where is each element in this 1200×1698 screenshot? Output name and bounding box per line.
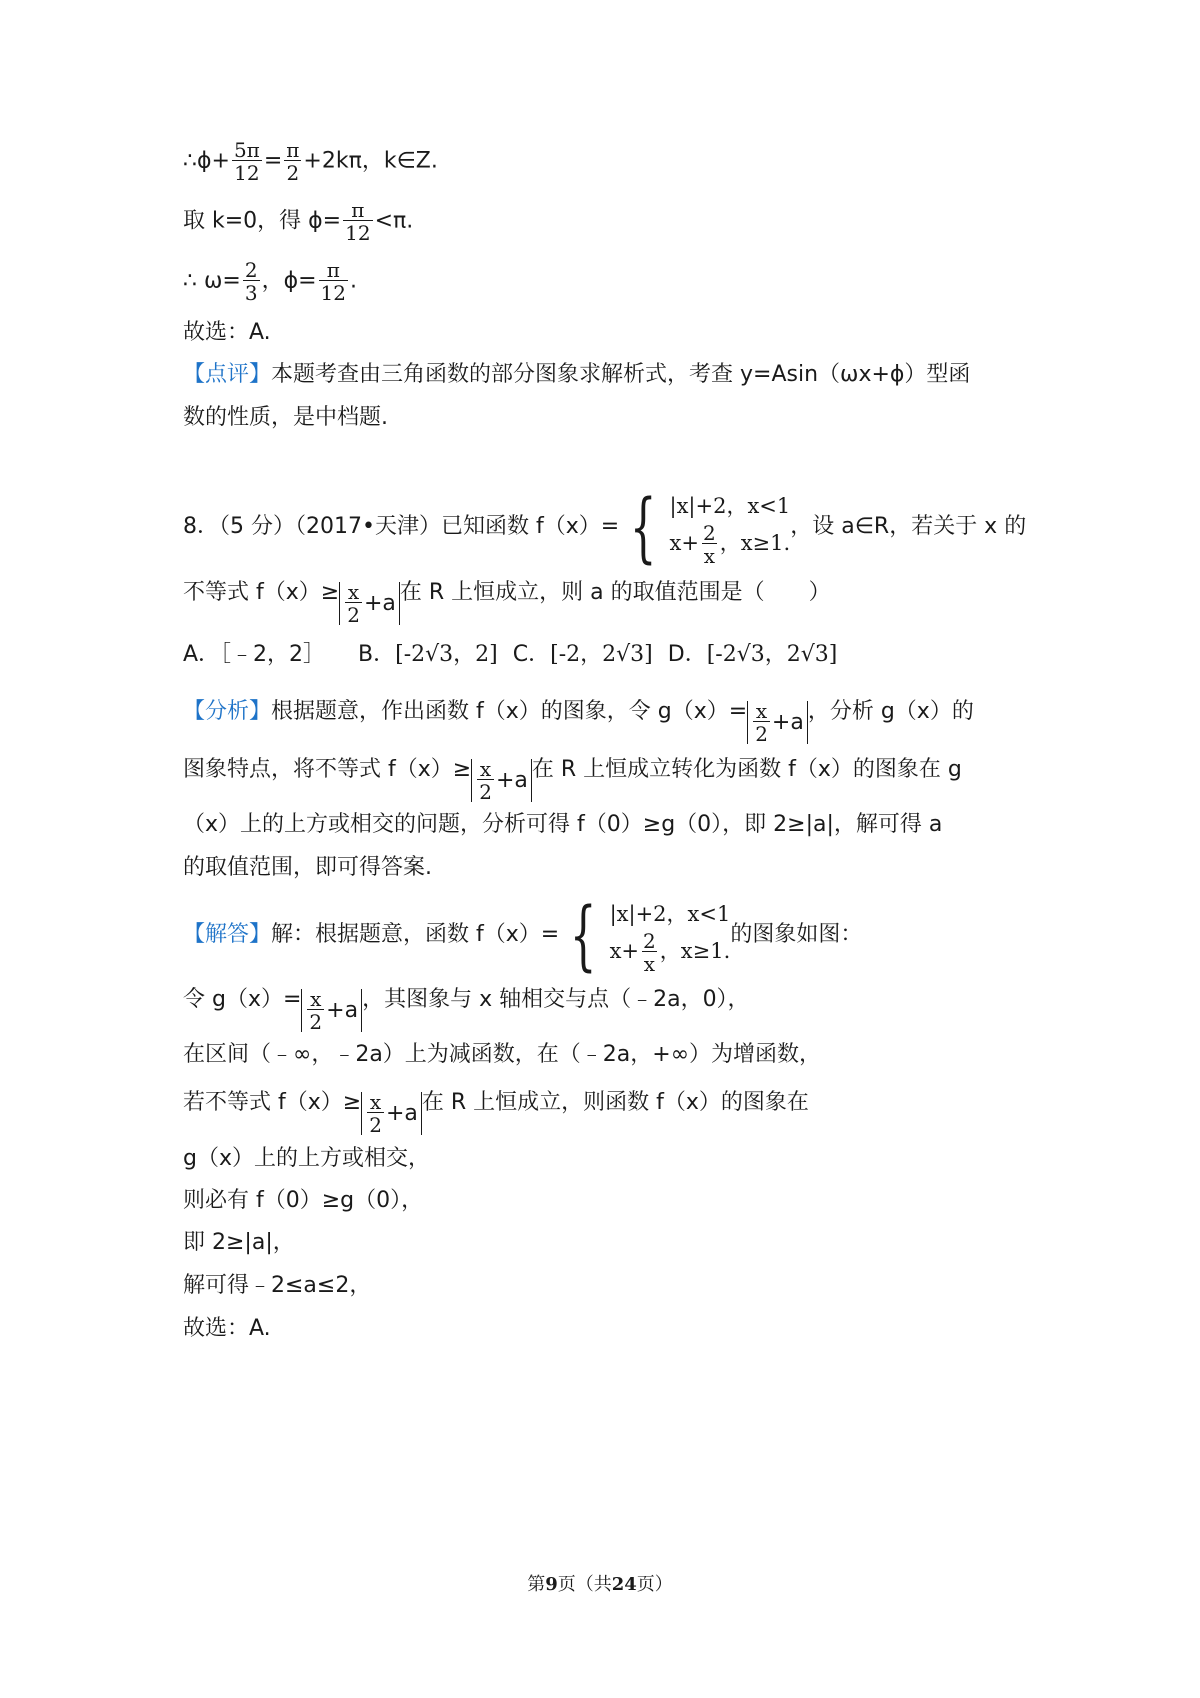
answer-line-7: 即 2≥|a|， <box>183 1230 295 1255</box>
analysis-line-1: 【分析】根据题意，作出函数 f（x）的图象，令 g（x）= $\frac{x}{2}$ +a ，分析 g（x）的 <box>183 699 974 746</box>
piecewise-function: { |x|+2，x<1 x+ $\frac{2}{x}$ ，x≥1. <box>570 890 731 979</box>
answer-tag: 【解答】 <box>183 922 272 947</box>
answer-line-1: 【解答】解：根据题意，函数 f（x）= { |x|+2，x<1 x+ $\frac{2}{x}$ ，x≥1. 的图象如图： <box>183 890 863 979</box>
question-8-line-2: 不等式 f（x）≥ $\frac{x}{2}$ +a 在 R 上恒成立，则 a 的取值范围是（ ） <box>183 580 831 627</box>
fraction: $\frac{\pi}{2}$ <box>286 138 300 185</box>
answer-line-5: g（x）上的上方或相交， <box>183 1146 430 1171</box>
equation-line-1: ∴ϕ+ $\frac{5\pi}{12}$ = $\frac{\pi}{2}$ +2kπ，k∈Z. <box>183 138 438 185</box>
fraction: $\frac{\pi}{12}$ <box>320 258 346 305</box>
review-tag: 【点评】 <box>183 362 272 387</box>
question-8-line-1: 8．（5 分）（2017•天津）已知函数 f（x）= { |x|+2，x<1 x+ $\frac{2}{x}$ ，x≥1. ，设 a∈R，若关于 x 的 <box>183 482 1027 571</box>
answer-line-9: 故选：A. <box>183 1316 271 1341</box>
absolute-value: $\frac{x}{2}$ +a <box>339 582 400 625</box>
options-line: A．［﹣2，2］ B．[-2√3，2] C．[-2，2√3] D．[-2√3，2√3] <box>183 642 838 667</box>
page-number: 9 <box>545 1574 558 1595</box>
answer-line-2: 令 g（x）= $\frac{x}{2}$ +a ，其图象与 x 轴相交与点（﹣2a，0）， <box>183 987 750 1034</box>
analysis-line-2: 图象特点，将不等式 f（x）≥ $\frac{x}{2}$ +a 在 R 上恒成立转化为函数 f（x）的图象在 g <box>183 757 962 804</box>
page-total: 24 <box>611 1574 637 1595</box>
option-b: [-2√3，2] <box>395 642 498 667</box>
option-d: [-2√3，2√3] <box>706 642 838 667</box>
analysis-line-4: 的取值范围，即可得答案. <box>183 855 432 880</box>
fraction: $\frac{\pi}{12}$ <box>345 198 371 245</box>
fraction: $\frac{2}{3}$ <box>244 258 258 305</box>
option-c: [-2，2√3] <box>550 642 653 667</box>
analysis-tag: 【分析】 <box>183 699 272 724</box>
text: ∴ϕ+ <box>183 148 230 174</box>
answer-line-6: 则必有 f（0）≥g（0）， <box>183 1188 424 1213</box>
fraction: $\frac{5\pi}{12}$ <box>233 138 260 185</box>
answer-line-8: 解可得﹣2≤a≤2， <box>183 1273 372 1298</box>
equation-line-3: ∴ ω= $\frac{2}{3}$ ，ϕ= $\frac{\pi}{12}$ . <box>183 258 357 305</box>
piecewise-function: { |x|+2，x<1 x+ $\frac{2}{x}$ ，x≥1. <box>630 482 791 571</box>
answer-line-4: 若不等式 f（x）≥ $\frac{x}{2}$ +a 在 R 上恒成立，则函数 f（x）的图象在 <box>183 1090 809 1137</box>
choice-line: 故选：A. <box>183 320 271 345</box>
equation-line-2: 取 k=0，得 ϕ= $\frac{\pi}{12}$ <π. <box>183 198 414 245</box>
review-line-2: 数的性质，是中档题. <box>183 405 388 430</box>
answer-line-3: 在区间（﹣∞，﹣2a）上为减函数，在（﹣2a，+∞）为增函数， <box>183 1042 822 1067</box>
review-line-1: 【点评】本题考查由三角函数的部分图象求解析式，考查 y=Asin（ωx+ϕ）型函 <box>183 362 971 387</box>
option-a: A．［﹣2，2］ <box>183 642 326 667</box>
analysis-line-3: （x）上的上方或相交的问题，分析可得 f（0）≥g（0），即 2≥|a|，解可得 a <box>183 812 943 837</box>
page-footer: 第9页（共24页） <box>527 1574 673 1595</box>
